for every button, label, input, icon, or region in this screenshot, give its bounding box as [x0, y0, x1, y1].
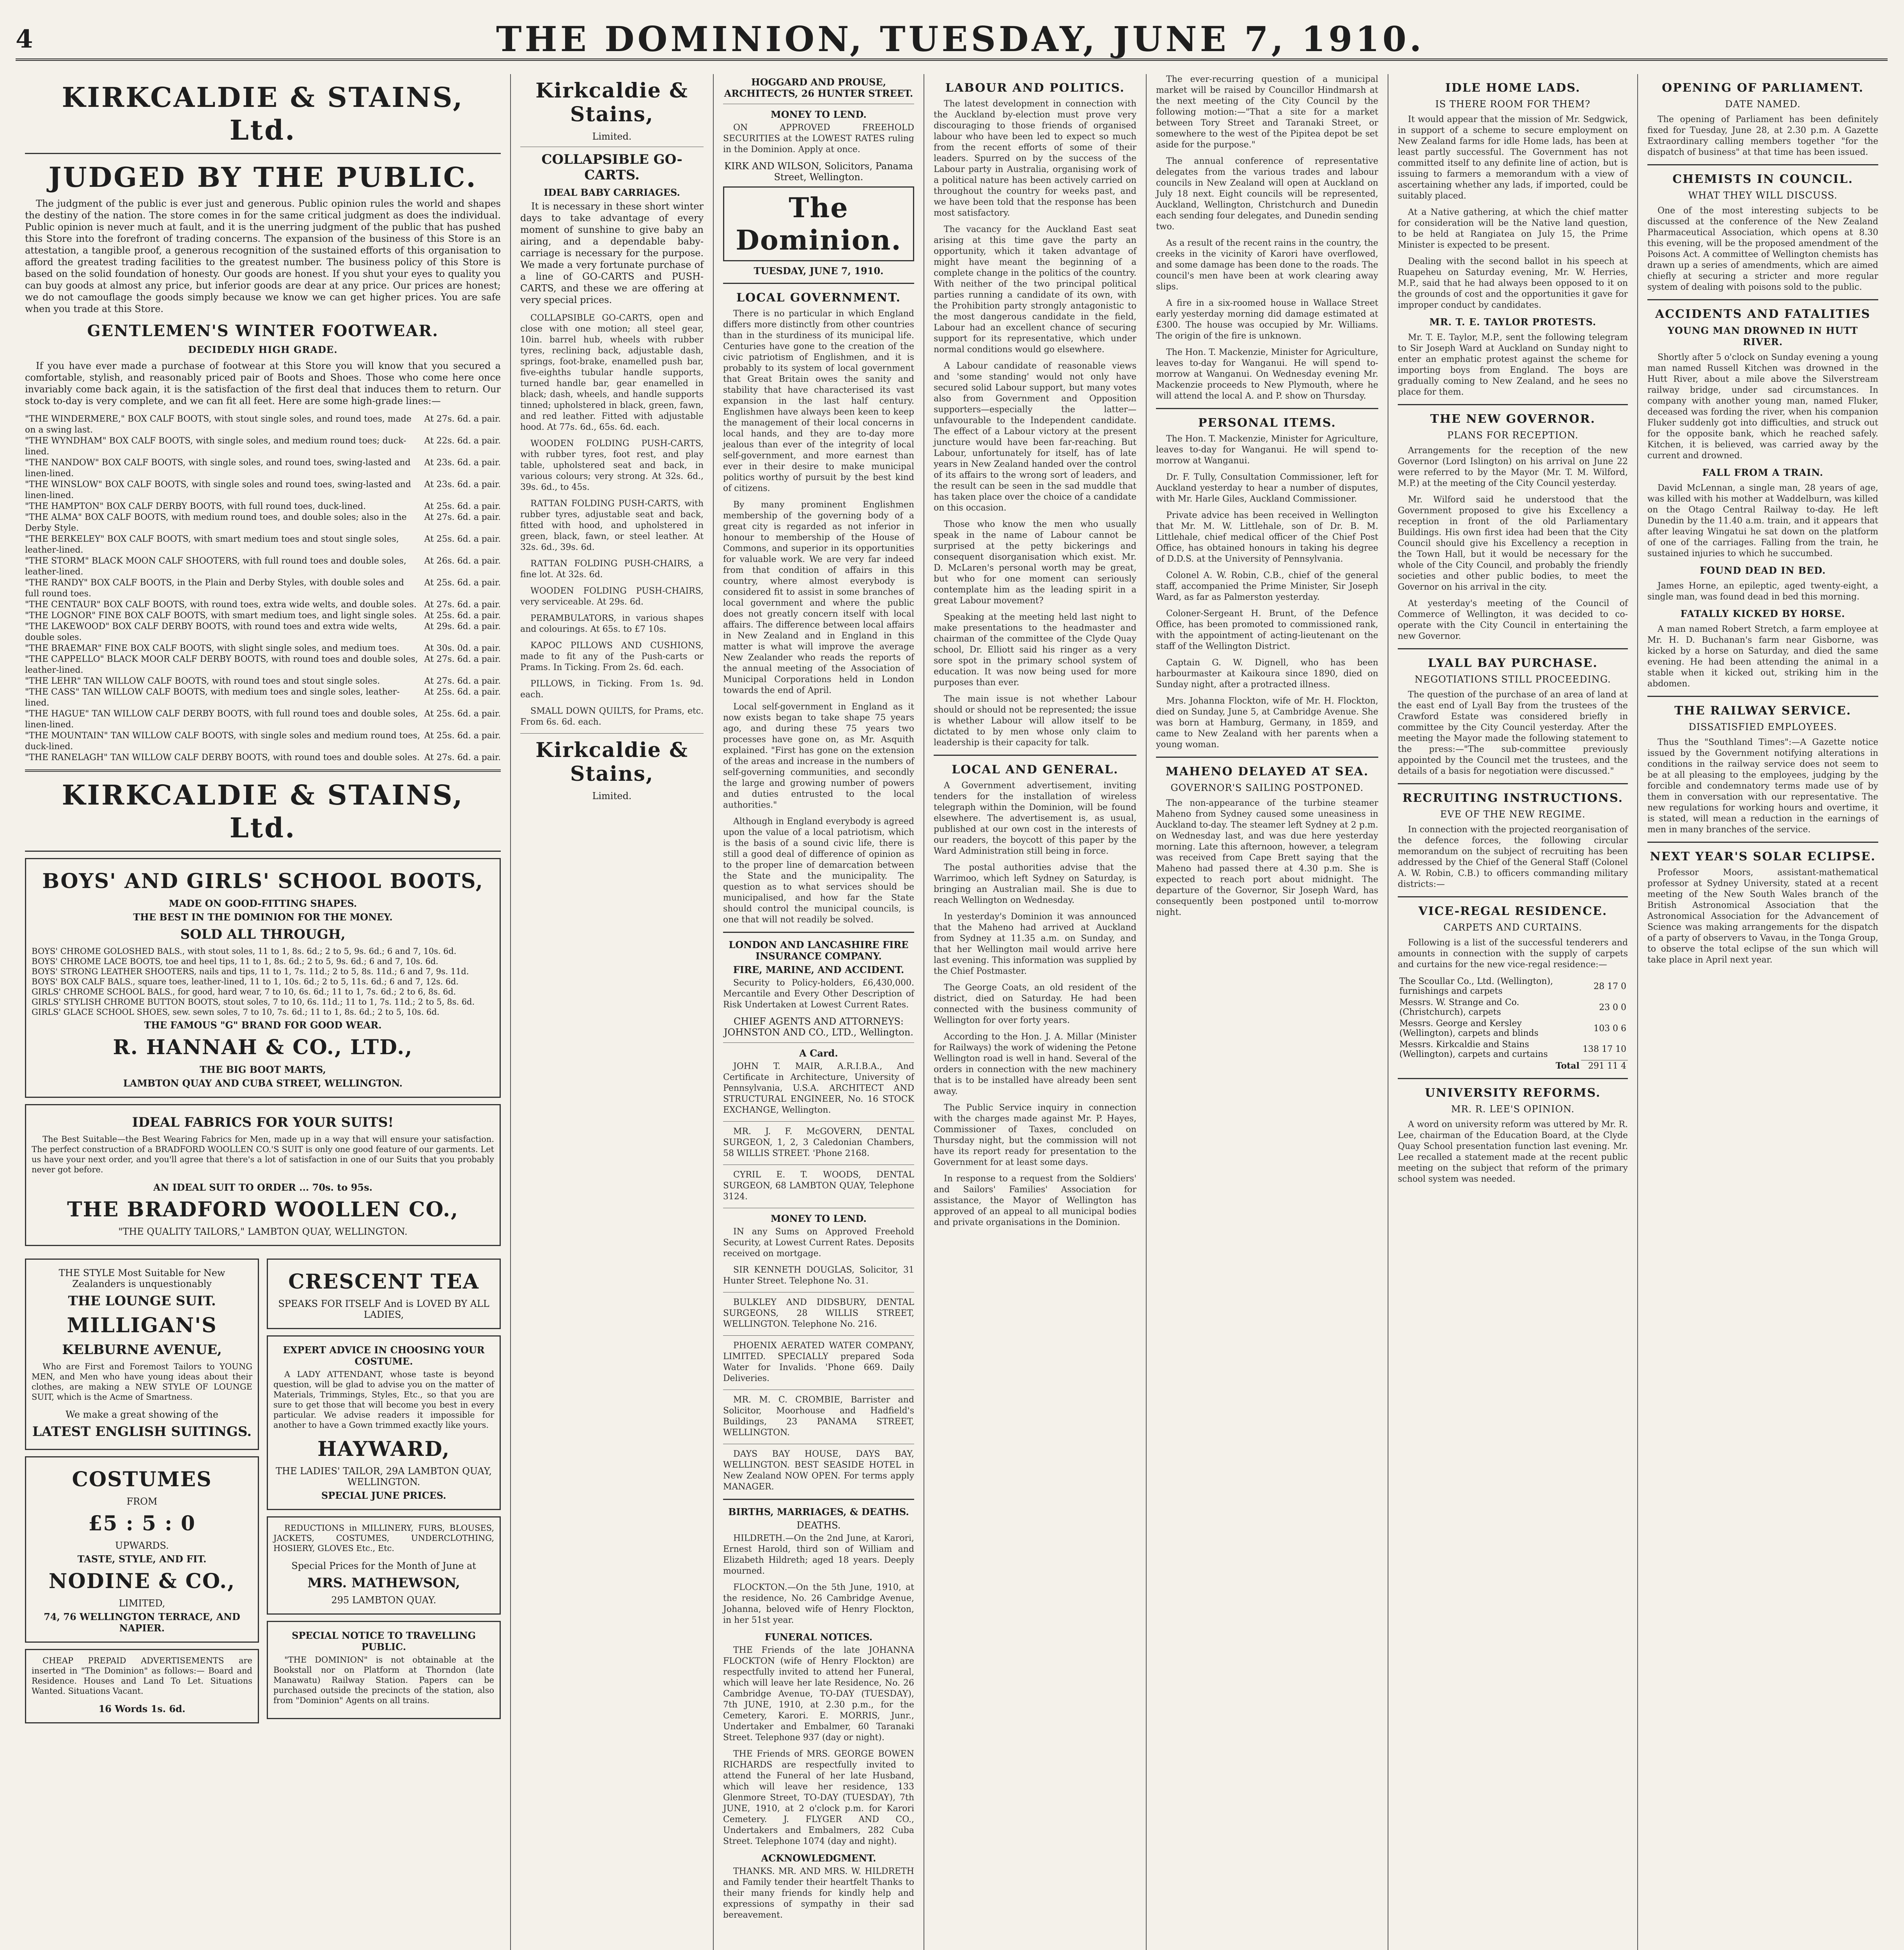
mathewson-address: 295 LAMBTON QUAY.	[331, 1595, 436, 1606]
divider	[723, 1121, 914, 1122]
idle-subheading: IS THERE ROOM FOR THEM?	[1435, 99, 1590, 110]
article-paragraph: Mrs. Johanna Flockton, wife of Mr. H. Flockton, died on Sunday, June 5, at Cambridge Avenue. She was born at Hamburg, Germany, in 1859, and came to New Zealand with her parents when a young woman.	[1156, 696, 1378, 750]
masthead	[16, 20, 1888, 61]
ideal-baby: IDEAL BABY CARRIAGES.	[544, 187, 680, 198]
drowned-heading: YOUNG MAN DROWNED IN HUTT RIVER.	[1667, 325, 1858, 347]
article-paragraph: Captain G. W. Dignell, who has been harbourmaster at Kaikoura since 1890, died on Sunday night, after a protracted illness.	[1156, 658, 1378, 690]
hannah-address: LAMBTON QUAY AND CUBA STREET, WELLINGTON.	[123, 1078, 403, 1089]
nameplate: The Dominion.	[723, 186, 914, 261]
article-paragraph: At yesterday's meeting of the Council of Commerce of Wellington, it was decided to co-operate with the City Council in entertaining the new Governor.	[1398, 599, 1628, 641]
nodine-name: NODINE & CO.,	[48, 1569, 236, 1593]
divider	[1156, 757, 1378, 758]
divider	[25, 153, 501, 154]
recruiting-subheading: EVE OF THE NEW REGIME.	[1440, 809, 1586, 820]
gocart-item: RATTAN FOLDING PUSH-CARTS, with rubber tyres, adjustable seat and back, fitted with hood, and upholstered in green, black, fawn, or steel leather. At 32s. 6d., 39s. 6d.	[520, 499, 704, 552]
hannah-name: R. HANNAH & CO., LTD.,	[113, 1035, 413, 1059]
column-4	[924, 74, 1147, 1950]
hannah-subheading: THE BIG BOOT MARTS,	[200, 1064, 326, 1075]
mathewson-ad	[267, 1516, 501, 1615]
gocart-item: PERAMBULATORS, in various shapes and colourings. At 65s. to £7 10s.	[520, 613, 704, 634]
divider	[1398, 648, 1628, 649]
ack-text: THANKS. MR. AND MRS. W. HILDRETH and Family tender their heartfelt Thanks to their many friends for kindly help and expressions of sympathy in their sad bereavement.	[723, 1867, 914, 1920]
article-paragraph: It would appear that the mission of Mr. Sedgwick, in support of a scheme to secure employment on New Zealand farms for idle Home lads, has been at least partly successful. The Government has not committed itself to any definite line of action, but is issuing to farmers a memorandum with a view of ascertaining whether any lads, if imported, could be suitably placed.	[1398, 115, 1628, 201]
table-row: Messrs. W. Strange and Co. (Christchurch), carpets 23 0 0	[1399, 998, 1626, 1017]
advertiser-name: Kirkcaldie & Stains,	[535, 79, 688, 126]
funeral-heading: FUNERAL NOTICES.	[764, 1631, 873, 1643]
governor-heading: THE NEW GOVERNOR.	[1430, 412, 1596, 426]
milligan-text: Who are First and Foremost Tailors to YOUNG MEN, and Men who have young ideas about their clothes, are making a NEW STYLE OF LOUNGE SUIT, which is the Acme of Smartness.	[32, 1362, 252, 1402]
divider	[1398, 1078, 1628, 1079]
divider	[1647, 696, 1878, 697]
woods-card: CYRIL E. T. WOODS, DENTAL SURGEON, 68 LAMBTON QUAY, Telephone 3124.	[723, 1170, 914, 1202]
crescent-sub: SPEAKS FOR ITSELF And is LOVED BY ALL LADIES,	[278, 1298, 489, 1320]
column-2	[511, 74, 714, 1950]
card-heading: A Card.	[799, 1048, 838, 1059]
article-paragraph: The Public Service inquiry in connection with the charges made against Mr. P. Hayes, Commissioner of Taxes, concluded on Thursday night, but the commission will not have its report ready for presentation to the Government for at least some days.	[934, 1103, 1136, 1167]
famous-brand: THE FAMOUS "G" BRAND FOR GOOD WEAR.	[144, 1019, 382, 1031]
article-paragraph: The opening of Parliament has been definitely fixed for Tuesday, June 28, at 2.30 p.m. A Gazette Extraordinary calling members together "for the dispatch of business" at that time has been issued.	[1647, 115, 1878, 157]
nodine-sub: LIMITED,	[119, 1598, 165, 1609]
column-6	[1388, 74, 1638, 1950]
gocart-item: SMALL DOWN QUILTS, for Prams, etc. From 6s. 6d. each.	[520, 706, 704, 727]
divider	[723, 1042, 914, 1043]
mathewson-name: MRS. MATHEWSON,	[307, 1575, 460, 1591]
dateline: TUESDAY, JUNE 7, 1910.	[753, 265, 884, 277]
accidents-heading: ACCIDENTS AND FATALITIES	[1655, 307, 1871, 321]
lounge-name: THE LOUNGE SUIT.	[68, 1293, 216, 1309]
advertiser-name: Kirkcaldie & Stains,	[535, 738, 688, 786]
funeral-notice: THE Friends of the late JOHANNA FLOCKTON (wife of Henry Flockton) are respectfully invited to attend her Funeral, which will leave her late Residence, No. 26 Cambridge Avenue, TO-DAY (TUESDAY), 7th JUNE, 1910, at 2.30 p.m., for the Cemetery, Karori. E. MORRIS, Junr., Undertaker and Embalmer, 60 Taranaki Street. Telephone 937 (day or night).	[723, 1645, 914, 1743]
lancashire-agents: CHIEF AGENTS AND ATTORNEYS: JOHNSTON AND CO., LTD., Wellington.	[724, 1016, 913, 1038]
page-number: 4	[16, 24, 33, 54]
nodine-address: 74, 76 WELLINGTON TERRACE, AND NAPIER.	[44, 1611, 240, 1634]
labour-heading: LABOUR AND POLITICS.	[945, 81, 1125, 95]
editorial-paragraph: Although in England everybody is agreed upon the value of a local patriotism, which is the basis of a sound civic life, there is still a good deal of difference of opinion as to the proper line of demarcation between the State and the municipality. The question as to what services should be municipalised, and how far the State should control the municipal councils, is one that will not readily be solved.	[723, 817, 914, 925]
article-paragraph: Thus the "Southland Times":—A Gazette notice issued by the Government notifying alterations in conditions in the railway service does not seem to be at all pleasing to the employees, judging by the forcible and condemnatory terms made use of by them in conversation with our representative. The new regulations for working hours and overtime, it is stated, will mean a reduction in the earnings of men in many branches of the service.	[1647, 737, 1878, 835]
bmd-heading: BIRTHS, MARRIAGES, & DEATHS.	[728, 1506, 909, 1517]
article-paragraph: Speaking at the meeting held last night to make presentations to the headmaster and chairman of the committee of the Clyde Quay school, Dr. Elliott said his ringer as a very sore spot in the primary school system of education. It was now being used for more purposes than ever.	[934, 612, 1136, 688]
article-paragraph: James Horne, an epileptic, aged twenty-eight, a single man, was found dead in bed this morning.	[1647, 581, 1878, 602]
hayward-prices: SPECIAL JUNE PRICES.	[321, 1490, 447, 1501]
editorial-paragraph: Local self-government in England as it now exists began to take shape 75 years ago, and during these 75 years two processes have gone on, as Mr. Asquith explained. "First has gone on the extension of the areas and increase in the numbers of self-governing communities, and secondly the large and growing number of powers and duties entrusted to the local authorities."	[723, 702, 914, 810]
lancashire-sub: FIRE, MARINE, AND ACCIDENT.	[733, 964, 904, 975]
reductions-text: REDUCTIONS in MILLINERY, FURS, BLOUSES, JACKETS, COSTUMES, UNDERCLOTHING, HOSIERY, GLOVES Etc., Etc.	[273, 1523, 494, 1553]
advertiser-sub: Limited.	[592, 131, 632, 142]
boys-subheading: MADE ON GOOD-FITTING SHAPES.	[168, 898, 357, 909]
article-paragraph: The annual conference of representative delegates from the various trades and labour councils in New Zealand will open at Auckland on July 18 next. Eight councils will be represented, Auckland, Wellington, Christchurch and Dunedin each sending four delegates, and Dunedin sending two.	[1156, 156, 1378, 232]
costumes-heading: COSTUMES	[72, 1468, 212, 1491]
boys-line: GIRLS' GLACE SCHOOL SHOES, sew. sewn soles, 7 to 10, 7s. 6d.; 11 to 1, 8s. 6d.; 2 to 5, 10s. 6d.	[32, 1007, 440, 1017]
divider	[934, 755, 1136, 756]
divider	[723, 932, 914, 933]
boys-line: BOYS' STRONG LEATHER SHOOTERS, nails and tips, 11 to 1, 7s. 11d.; 2 to 5, 8s. 11d.; 6 and 7, 9s. 11d.	[32, 967, 469, 976]
gocart-intro: It is necessary in these short winter days to take advantage of every moment of sunshine to give baby an airing, and a dependable baby-carriage is necessary for the purpose. We made a very fortunate purchase of a line of GO-CARTS and PUSH-CARTS, and these we are offering at very special prices.	[520, 201, 704, 305]
footwear-item: "THE CENTAUR" BOX CALF BOOTS, with round toes, extra wide welts, and double soles. At 27s. 6d. a pair.	[25, 600, 501, 610]
column-7	[1638, 74, 1888, 1950]
lower-ads-left	[25, 1252, 259, 1730]
dead-heading: FOUND DEAD IN BED.	[1700, 565, 1826, 576]
deaths-heading: DEATHS.	[796, 1520, 841, 1531]
douglas-card: SIR KENNETH DOUGLAS, Solicitor, 31 Hunter Street. Telephone No. 31.	[723, 1265, 914, 1286]
footwear-item: "THE RANELAGH" TAN WILLOW CALF DERBY BOOTS, with round toes and double soles. At 27s. 6d. a pair.	[25, 753, 501, 762]
article-paragraph: Professor Moors, assistant-mathematical professor at Sydney University, stated at a recent meeting of the New South Wales branch of the British Astronomical Association that the Astronomical Association for the Advancement of Science was making arrangements for the dispatch of a party of observers to Vavau, in the Tonga Group, to observe the total eclipse of the sun which will take place in April next year.	[1647, 868, 1878, 965]
funeral-notice: THE Friends of MRS. GEORGE BOWEN RICHARDS are respectfully invited to attend the Funeral of her late Husband, which will leave her residence, 133 Glenmore Street, TO-DAY (TUESDAY), 7th JUNE, 1910, at 2 o'clock p.m. for Karori Cemetery. J. FLYGER AND CO., Undertakers and Embalmers, 282 Cuba Street. Telephone 1074 (day and night).	[723, 1749, 914, 1846]
footwear-item: "THE ALMA" BOX CALF BOOTS, with medium round toes, and double soles; also in the Derby Style. At 27s. 6d. a pair.	[25, 512, 501, 533]
footwear-item: "THE NANDOW" BOX CALF BOOTS, with single soles, and round toes, swing-lasted and linen-lined. At 23s. 6d. a pair.	[25, 458, 501, 479]
editorial-heading: LOCAL GOVERNMENT.	[736, 291, 901, 305]
expert-heading: EXPERT ADVICE IN CHOOSING YOUR COSTUME.	[283, 1344, 485, 1367]
notice-heading: SPECIAL NOTICE TO TRAVELLING PUBLIC.	[292, 1630, 476, 1652]
article-paragraph: The postal authorities advise that the Warrimoo, which left Sydney on Saturday, is bringing an Australian mail. She is due to reach Wellington on Wednesday.	[934, 863, 1136, 905]
table-row-total: Total 291 11 4	[1398, 1060, 1628, 1072]
article-paragraph: Mr. Wilford said he understood that the Government proposed to give his Excellency a reception in front of the old Parliamentary Buildings. His own first idea had been that the City Council should give his Excellency a reception in the Town Hall, but it would be necessary for the whole of the City Council, and probably the friendly societies and other public bodies, to meet the Governor on his arrival in the city.	[1398, 495, 1628, 592]
money2-text: IN any Sums on Approved Freehold Security, at Lowest Current Rates. Deposits received on mortgage.	[723, 1227, 914, 1259]
lounge-intro: THE STYLE Most Suitable for New Zealanders is unquestionably	[59, 1268, 225, 1289]
money-text: ON APPROVED FREEHOLD SECURITIES at the LOWEST RATES ruling in the Dominion. Apply at once.	[723, 123, 914, 154]
money-firm: KIRK AND WILSON, Solicitors, Panama Street, Wellington.	[724, 161, 913, 183]
viceregal-subheading: CARPETS AND CURTAINS.	[1443, 922, 1582, 933]
boys-subheading: THE BEST IN THE DOMINION FOR THE MONEY.	[133, 911, 393, 923]
kicked-heading: FATALLY KICKED BY HORSE.	[1680, 608, 1845, 619]
boys-line: BOYS' CHROME LACE BOOTS, toe and heel tips, 11 to 1, 8s. 6d.; 2 to 5, 9s. 6d.; 6 and 7, 10s. 6d.	[32, 957, 438, 966]
divider	[25, 769, 501, 772]
expert-text: A LADY ATTENDANT, whose taste is beyond question, will be glad to advise you on the matter of Materials, Trimmings, Styles, Etc., so that you are sure to get those that will become you best in every particular. We advise readers it impossible for another to have a Gown trimmed exactly like yours.	[273, 1370, 494, 1430]
milligan-ad	[25, 1259, 259, 1450]
prepaid-rate: 16 Words 1s. 6d.	[98, 1703, 186, 1714]
money2-heading: MONEY TO LEND.	[771, 1213, 867, 1224]
divider	[1398, 896, 1628, 897]
advertiser-sub: Limited.	[592, 791, 632, 801]
article-paragraph: Those who know the men who usually speak in the name of Labour cannot be surprised at the petty bickerings and consequent disorganisation which exist. Mr. D. McLaren's personal worth may be great, but who for one moment can seriously contemplate him as the leading spirit in a great Labour movement?	[934, 519, 1136, 606]
hayward-ad	[267, 1335, 501, 1510]
footwear-subheading: DECIDEDLY HIGH GRADE.	[188, 344, 338, 355]
advertiser-name: KIRKCALDIE & STAINS, Ltd.	[62, 81, 464, 146]
taylor-heading: MR. T. E. TAYLOR PROTESTS.	[1429, 316, 1596, 328]
divider	[1647, 842, 1878, 843]
crescent-ad	[267, 1259, 501, 1329]
milligan-showing: We make a great showing of the	[66, 1409, 218, 1420]
bradford-heading: IDEAL FABRICS FOR YOUR SUITS!	[132, 1115, 394, 1130]
gocart-item: PILLOWS, in Ticking. From 1s. 9d. each.	[520, 679, 704, 700]
footwear-item: "THE WINSLOW" BOX CALF BOOTS, with single soles and round toes, swing-lasted and linen-lined. At 23s. 6d. a pair.	[25, 480, 501, 500]
death-notice: FLOCKTON.—On the 5th June, 1910, at the residence, No. 26 Cambridge Avenue, Johanna, beloved wife of Henry Flockton, in her 51st year.	[723, 1583, 914, 1625]
crombie-card: MR. M. C. CROMBIE, Barrister and Solicitor, Moorhouse and Hadfield's Buildings, 23 PANAMA STREET, WELLINGTON.	[723, 1395, 914, 1438]
lancashire-text: Security to Policy-holders, £6,430,000. Mercantile and Every Other Description of Risk Undertaken at Lowest Current Rates.	[723, 978, 914, 1010]
opening-heading: OPENING OF PARLIAMENT.	[1662, 81, 1864, 95]
ad-headline: JUDGED BY THE PUBLIC.	[48, 161, 477, 193]
boys-line: BOYS' CHROME GOLOSHED BALS., with stout soles, 11 to 1, 8s. 6d.; 2 to 5, 9s. 6d.; 6 and 7, 10s. 6d.	[32, 947, 457, 956]
prepaid-ad	[25, 1649, 259, 1723]
personal-heading: PERSONAL ITEMS.	[1198, 416, 1336, 430]
divider	[1647, 164, 1878, 165]
article-paragraph: In connection with the projected reorganisation of the defence forces, the following circular memorandum on the subject of recruiting has been addressed by the Chief of the General Staff (Colonel A. W. Robin, C.B.) to officers commanding military districts:—	[1398, 825, 1628, 889]
divider	[723, 1335, 914, 1336]
gocart-item: WOODEN FOLDING PUSH-CARTS, with rubber tyres, foot rest, and play table, upholstered seat and back, in various colours; very strong. At 32s. 6d., 39s. 6d., to 45s.	[520, 439, 704, 492]
article-paragraph: The vacancy for the Auckland East seat arising at this time gave the party an opportunity, which it taken advantage of might have meant the beginning of a complete change in the politics of the country. With neither of the two principal political parties running a candidate of its own, with the Prohibition party strongly antagonistic to the most dangerous candidate in the field, Labour had an excellent chance of securing support for its representative, which under normal conditions would go elsewhere.	[934, 225, 1136, 355]
chemists-heading: CHEMISTS IN COUNCIL.	[1672, 172, 1853, 186]
divider	[520, 733, 704, 734]
footwear-item: "THE LEHR" TAN WILLOW CALF BOOTS, with round toes and stout single soles. At 27s. 6d. a pair.	[25, 676, 501, 686]
article-paragraph: The George Coats, an old resident of the district, died on Saturday. He had been connected with the business community of Wellington for over forty years.	[934, 983, 1136, 1025]
milligan-latest: LATEST ENGLISH SUITINGS.	[32, 1424, 252, 1439]
lyall-heading: LYALL BAY PURCHASE.	[1428, 656, 1598, 670]
article-paragraph: Arrangements for the reception of the new Governor (Lord Islington) on his arrival on June 22 were referred to by the Mayor (Mr. T. M. Wilford, M.P.) at the meeting of the City Council yesterday.	[1398, 446, 1628, 488]
viceregal-table	[1398, 976, 1628, 1072]
milligan-sub: KELBURNE AVENUE,	[62, 1342, 222, 1358]
article-paragraph: The main issue is not whether Labour should or should not be represented; the issue is whether Labour will allow itself to be dictated to by men whose only claim to leadership is their capacity for talk.	[934, 694, 1136, 748]
footwear-item: "THE HAMPTON" BOX CALF DERBY BOOTS, with full round toes, duck-lined. At 25s. 6d. a pair.	[25, 502, 501, 511]
days-bay-card: DAYS BAY HOUSE, DAYS BAY, WELLINGTON. BEST SEASIDE HOTEL in New Zealand NOW OPEN. For terms apply MANAGER.	[723, 1449, 914, 1492]
article-paragraph: A Government advertisement, inviting tenders for the installation of wireless telegraph within the Dominion, will be found elsewhere. The advertisement is, as usual, published at our own cost in the interests of our readers, the boycott of this paper by the Ward Administration still being in force.	[934, 781, 1136, 856]
hannah-ad	[25, 858, 501, 1098]
milligan-name: MILLIGAN'S	[67, 1314, 217, 1337]
article-paragraph: The ever-recurring question of a municipal market will be raised by Councillor Hindmarsh at the next meeting of the City Council by the following motion:—"That a site for a market between Tory Street and Taranaki Street, or somewhere to the west of the Pipitea depot be set aside for the purpose."	[1156, 74, 1378, 150]
maheno-heading: MAHENO DELAYED AT SEA.	[1165, 765, 1369, 778]
fall-heading: FALL FROM A TRAIN.	[1702, 467, 1824, 478]
advertiser-name: KIRKCALDIE & STAINS, Ltd.	[62, 779, 464, 844]
article-paragraph: The Hon. T. Mackenzie, Minister for Agriculture, leaves to-day for Wanganui. He will spend to-morrow at Wanganui. On Wednesday evening Mr. Mackenzie proceeds to New Plymouth, where he will attend the local A. and P. show on Thursday.	[1156, 347, 1378, 401]
footwear-item: "THE CAPPELLO" BLACK MOOR CALF DERBY BOOTS, with round toes and double soles, leather-lined. At 27s. 6d. a pair.	[25, 654, 501, 675]
footwear-item: "THE WINDERMERE," BOX CALF BOOTS, with stout single soles, and round toes, made on a swing last. At 27s. 6d. a pair.	[25, 414, 501, 435]
boys-line: GIRLS' CHROME SCHOOL BALS., for good, hard wear, 7 to 10, 6s. 6d.; 11 to 1, 7s. 6d.; 2 to 6, 8s. 6d.	[32, 987, 456, 996]
viceregal-heading: VICE-REGAL RESIDENCE.	[1418, 904, 1608, 918]
table-row: Messrs. Kirkcaldie and Stains (Wellington), carpets and curtains 138 17 10	[1399, 1040, 1626, 1059]
footwear-item: "THE RANDY" BOX CALF BOOTS, in the Plain and Derby Styles, with double soles and full round toes. At 25s. 6d. a pair.	[25, 578, 501, 599]
bradford-address: "THE QUALITY TAILORS," LAMBTON QUAY, WELLINGTON.	[118, 1226, 408, 1237]
bradford-ideal: AN IDEAL SUIT TO ORDER ... 70s. to 95s.	[153, 1182, 372, 1193]
costumes-taste: TASTE, STYLE, AND FIT.	[77, 1553, 207, 1565]
divider	[1156, 408, 1378, 409]
page-title: THE DOMINION, TUESDAY, JUNE 7, 1910.	[496, 19, 1425, 59]
money-heading: MONEY TO LEND.	[771, 109, 867, 120]
railway-subheading: DISSATISFIED EMPLOYEES.	[1688, 722, 1837, 732]
article-paragraph: The latest development in connection with the Auckland by-election must prove very discouraging to those friends of organised labour who have been led to expect so much from the recent efforts of some of their leaders. Spurred on by the success of the Labour party in Australia, organising work of a political nature has been actively carried on throughout the country for weeks past, and we have been told that the response has been most satisfactory.	[934, 99, 1136, 218]
footwear-heading: GENTLEMEN'S WINTER FOOTWEAR.	[87, 322, 439, 340]
article-paragraph: Dr. F. Tully, Consultation Commissioner, left for Auckland yesterday to hear a number of disputes, with Mr. Harle Giles, Auckland Commissioner.	[1156, 472, 1378, 504]
lower-ads-right	[267, 1252, 501, 1730]
article-paragraph: Mr. T. E. Taylor, M.P., sent the following telegram to Sir Joseph Ward at Auckland on Sunday night to enter an emphatic protest against the scheme for importing boys from England. The boys are gradually coming to New Zealand, and he sees no place for them.	[1398, 333, 1628, 397]
reductions-special: Special Prices for the Month of June at	[291, 1560, 476, 1571]
divider	[1647, 299, 1878, 300]
column-5	[1147, 74, 1388, 1950]
footwear-item: "THE HAGUE" TAN WILLOW CALF DERBY BOOTS, with full round toes and double soles, linen-lined. At 25s. 6d. a pair.	[25, 709, 501, 730]
footwear-item: "THE BRAEMAR" FINE BOX CALF BOOTS, with slight single soles, and medium toes. At 30s. 0d. a pair.	[25, 644, 501, 653]
notice-ad	[267, 1621, 501, 1719]
article-paragraph: Colonel A. W. Robin, C.B., chief of the general staff, accompanied the Prime Minister, Sir Joseph Ward, as far as Palmerston yesterday.	[1156, 571, 1378, 602]
article-paragraph: Private advice has been received in Wellington that Mr. M. W. Littlehale, son of Dr. B. M. Littlehale, chief medical officer of the Chief Post Office, has obtained honours in taking his degree of D.D.S. at the University of Pennsylvania.	[1156, 511, 1378, 564]
chemists-subheading: WHAT THEY WILL DISCUSS.	[1688, 190, 1838, 201]
footwear-list	[25, 414, 501, 763]
divider	[25, 851, 501, 852]
costumes-from: FROM	[126, 1496, 158, 1507]
table-row: Messrs. George and Kersley (Wellington), carpets and blinds 103 0 6	[1399, 1019, 1626, 1038]
article-paragraph: The question of the purchase of an area of land at the east end of Lyall Bay from the trustees of the Crawford Estate was considered briefly in committee by the City Council yesterday. After the meeting the Mayor made the following statement to the press:—"The sub-committee previously appointed by the Council met the trustees, and the details of a basis for negotiation were discussed."	[1398, 690, 1628, 776]
footwear-item: "THE BERKELEY" BOX CALF BOOTS, with smart medium toes and stout single soles, leather-lined. At 25s. 6d. a pair.	[25, 534, 501, 555]
table-row: The Scoullar Co., Ltd. (Wellington), furnishings and carpets 28 17 0	[1399, 977, 1626, 996]
article-paragraph: A Labour candidate of reasonable views and 'some standing' would not only have secured solid Labour support, but many votes also from Government and Opposition supporters—especially the latter—unfavourable to the Independent candidate. The effect of a Labour victory at the present juncture would have been far-reaching. But Labour, unfortunately for itself, has of late years in New Zealand handed over the control of its affairs to the wrong sort of leaders, and the result can be seen in the sad muddle that has taken place over the choice of a candidate on this occasion.	[934, 361, 1136, 513]
hoggard-ad: HOGGARD AND PROUSE, ARCHITECTS, 26 HUNTER STREET.	[724, 76, 913, 99]
eclipse-heading: NEXT YEAR'S SOLAR ECLIPSE.	[1650, 850, 1876, 863]
costumes-upwards: UPWARDS.	[115, 1540, 169, 1551]
article-paragraph: According to the Hon. J. A. Millar (Minister for Railways) the work of widening the Petone Wellington road is well in hand. Several of the orders in connection with the new machinery that is to be installed have already been sent away.	[934, 1032, 1136, 1096]
bradford-ad	[25, 1104, 501, 1246]
article-paragraph: Following is a list of the successful tenderers and amounts in connection with the supply of carpets and curtains for the new vice-regal residence:—	[1398, 938, 1628, 970]
maheno-subheading: GOVERNOR'S SAILING POSTPONED.	[1170, 782, 1364, 793]
divider	[723, 283, 914, 284]
article-paragraph: In yesterday's Dominion it was announced that the Maheno had arrived at Auckland from Sydney at 11.35 a.m. on Sunday, and that her Wellington mail would arrive here last evening. This information was supplied by the Chief Postmaster.	[934, 912, 1136, 976]
footwear-item: "THE CASS" TAN WILLOW CALF BOOTS, with medium toes and single soles, leather-lined. At 25s. 6d. a pair.	[25, 687, 501, 708]
gocart-item: KAPOC PILLOWS AND CUSHIONS, made to fit any of the Push-carts or Prams. In Ticking. From 2s. 6d. each.	[520, 641, 704, 672]
boys-line: BOYS' BOX CALF BALS., square toes, leather-lined, 11 to 1, 10s. 6d.; 2 to 5, 11s. 6d.; 6 and 7, 12s. 6d.	[32, 977, 459, 986]
university-subheading: MR. R. LEE'S OPINION.	[1451, 1104, 1575, 1115]
death-notice: HILDRETH.—On the 2nd June, at Karori, Ernest Harold, third son of William and Elizabeth Hildreth; aged 18 years. Deeply mourned.	[723, 1533, 914, 1576]
article-paragraph: David McLennan, a single man, 28 years of age, was killed with his mother at Waddelburn, was killed on the Otago Central Railway to-day. He left Dunedin by the 11.40 a.m. train, and it appears that after leaving Wingatui he sat down on the platform of one of the carriages. Falling from the train, he sustained injuries to which he succumbed.	[1647, 483, 1878, 558]
article-paragraph: Shortly after 5 o'clock on Sunday evening a young man named Russell Kitchen was drowned in the Hutt River, about a mile above the Silverstream railway bridge, under sad circumstances. In company with another young man, named Fluker, deceased was fording the river, when his companion Fluker suddenly got into difficulties, and struck out for the opposite bank, which he reached safely. Kitchen, it is believed, was carried away by the current and drowned.	[1647, 353, 1878, 461]
column-3	[714, 74, 924, 1950]
article-paragraph: A word on university reform was uttered by Mr. R. Lee, chairman of the Education Board, at the Clyde Quay School presentation function last evening. Mr. Lee recalled a statement made at the recent public meeting on the subject that reform of the primary school system was needed.	[1398, 1120, 1628, 1184]
article-paragraph: In response to a request from the Soldiers' and Sailors' Families' Association for assistance, the Mayor of Wellington has approved of an appeal to all municipal bodies and private organisations in the Dominion.	[934, 1174, 1136, 1227]
boys-heading: BOYS' AND GIRLS' SCHOOL BOOTS,	[42, 869, 484, 893]
opening-subheading: DATE NAMED.	[1725, 99, 1801, 110]
lower-ads	[25, 1252, 501, 1730]
nodine-ad	[25, 1456, 259, 1643]
prepaid-text: CHEAP PREPAID ADVERTISEMENTS are inserted in "The Dominion" as follows:— Board and Residence. Houses and Land To Let. Situations Wanted. Situations Vacant.	[32, 1656, 252, 1696]
lancashire-heading: LONDON AND LANCASHIRE FIRE INSURANCE COMPANY.	[729, 939, 909, 962]
hayward-name: HAYWARD,	[317, 1437, 450, 1461]
bradford-text: The Best Suitable—the Best Wearing Fabrics for Men, made up in a way that will ensure your satisfaction. The perfect construction of a BRADFORD WOOLLEN CO.'S SUIT is only one good feature of our garments. Let us have your next order, and you'll agree that there's a lot of satisfaction in one of our Suits that you probably never got before.	[32, 1135, 494, 1174]
gocart-item: RATTAN FOLDING PUSH-CHAIRS, a fine lot. At 32s. 6d.	[520, 559, 704, 580]
article-paragraph: Coloner-Sergeant H. Brunt, of the Defence Office, has been promoted to commissioned rank, with the appointment of acting-lieutenant on the staff of the Wellington District.	[1156, 609, 1378, 651]
article-paragraph: The Hon. T. Mackenzie, Minister for Agriculture, leaves to-day for Wanganui. He will spend to-morrow at Wanganui.	[1156, 434, 1378, 466]
governor-subheading: PLANS FOR RECEPTION.	[1447, 430, 1579, 441]
sold-all-through: SOLD ALL THROUGH,	[180, 927, 346, 942]
divider	[723, 1499, 914, 1500]
recruiting-heading: RECRUITING INSTRUCTIONS.	[1402, 791, 1623, 805]
hayward-sub: THE LADIES' TAILOR, 29A LAMBTON QUAY, WELLINGTON.	[276, 1466, 492, 1487]
notice-text: "THE DOMINION" is not obtainable at the Bookstall nor on Platform at Thorndon (late Manawatu) Railway Station. Papers can be purchased outside the precincts of the station, also from "Dominion" Agents on all trains.	[273, 1655, 494, 1705]
article-paragraph: One of the most interesting subjects to be discussed at the conference of the New Zealand Pharmaceutical Association, which opens at 8.30 this evening, will be the proposed amendment of the Poisons Act. A committee of Wellington chemists has drawn up a series of amendments, which are aimed chiefly at securing a stricter and more regular system of dealing with poisons sold to the public.	[1647, 206, 1878, 292]
ack-heading: ACKNOWLEDGMENT.	[761, 1852, 876, 1864]
footwear-item: "THE MOUNTAIN" TAN WILLOW CALF BOOTS, with single soles and medium round toes, duck-lined. At 25s. 6d. a pair.	[25, 731, 501, 752]
editorial-paragraph: By many prominent Englishmen membership of the governing body of a great city is regarded as not inferior in honour to membership of the House of Commons, and superior in its opportunities for valuable work. We are very far indeed from that condition of affairs in this country, where almost everybody is considered fit to assist in some branches of local government and where the public does not greatly concern itself with local affairs. The difference between local affairs in New Zealand and in England in this matter is what will improve the average New Zealander who reads the reports of the annual meeting of the Association of Municipal Corporations held in London towards the end of April.	[723, 500, 914, 695]
divider	[1398, 404, 1628, 405]
footwear-item: "THE LAKEWOOD" BOX CALF DERBY BOOTS, with round toes and extra wide welts, double soles. At 29s. 6d. a pair.	[25, 622, 501, 642]
article-paragraph: As a result of the recent rains in the country, the creeks in the vicinity of Karori have overflowed, and some damage has been done to the roads. The council's men have been at work clearing away slips.	[1156, 238, 1378, 292]
article-paragraph: The non-appearance of the turbine steamer Maheno from Sydney caused some uneasiness in Auckland to-day. The steamer left Sydney at 2 p.m. on Wednesday last, and was due here yesterday morning. Late this afternoon, however, a telegram was received from Cape Brett saying that the Maheno had passed there at 4.30 p.m. She is expected to reach port about midnight. The departure of the Governor, Sir Joseph Ward, has consequently been postponed until to-morrow night.	[1156, 798, 1378, 917]
mcgovern-card: MR. J. F. McGOVERN, DENTAL SURGEON, 1, 2, 3 Caledonian Chambers, 58 WILLIS STREET. 'Phone 2168.	[723, 1127, 914, 1158]
idle-heading: IDLE HOME LADS.	[1445, 81, 1581, 95]
article-paragraph: At a Native gathering, at which the chief matter for consideration will be the Native land question, to be held at Rangiatea on July 15, the Prime Minister is expected to be present.	[1398, 207, 1628, 250]
phoenix-card: PHOENIX AERATED WATER COMPANY, LIMITED. SPECIALLY prepared Soda Water for Invalids. 'Phone 669. Daily Deliveries.	[723, 1341, 914, 1383]
boys-line: GIRLS' STYLISH CHROME BUTTON BOOTS, stout soles, 7 to 10, 6s. 11d.; 11 to 1, 7s. 11d.; 2 to 5, 8s. 6d.	[32, 997, 475, 1007]
gocart-item: WOODEN FOLDING PUSH-CHAIRS, very serviceable. At 29s. 6d.	[520, 586, 704, 607]
costumes-price: £5 : 5 : 0	[88, 1512, 196, 1535]
crescent-name: CRESCENT TEA	[288, 1270, 479, 1294]
bradford-name: THE BRADFORD WOOLLEN CO.,	[67, 1198, 459, 1221]
divider	[1398, 783, 1628, 784]
lyall-subheading: NEGOTIATIONS STILL PROCEEDING.	[1415, 674, 1611, 685]
column-1	[16, 74, 511, 1950]
article-paragraph: A man named Robert Stretch, a farm employee at Mr. H. D. Buchanan's farm near Gisborne, was kicked by a horse on Saturday, and died the same evening. He had been attending the animal in a stable when it kicked out, striking him in the abdomen.	[1647, 624, 1878, 689]
mair-card: JOHN T. MAIR, A.R.I.B.A., And Certificate in Architecture, University of Pennsylvania, U.S.A. ARCHITECT AND STRUCTURAL ENGINEER, No. 16 STOCK EXCHANGE, Wellington.	[723, 1062, 914, 1115]
footwear-item: "THE LOGNOR" FINE BOX CALF BOOTS, with smart medium toes, and light single soles. At 25s. 6d. a pair.	[25, 611, 501, 620]
ad-intro-text: The judgment of the public is ever just and generous. Public opinion rules the world and shapes the destiny of the nation. The store comes in for the same critical judgment as does the individual. Public opinion is never much at fault, and it is the unerring judgment of the public that has pushed this Store into the forefront of trading concerns. The expansion of the business of this Store is an attestation, a tangible proof, a generous recognition of the sustained efforts of this organisation to afford the greatest trading facilities to the greatest number. The business policy of this Store is based on the solid foundation of honesty. Our goods are honest. If you shut your eyes to quality you can buy goods at almost any price, but inferior goods are dear at any price. Our prices are honest; we do not camouflage the goods simply because we know we can get higher prices. You are safe when you trade at this Store.	[25, 198, 501, 314]
footwear-item: "THE STORM" BLACK MOON CALF SHOOTERS, with full round toes and double soles, leather-lined. At 26s. 6d. a pair.	[25, 556, 501, 577]
footwear-item: "THE WYNDHAM" BOX CALF BOOTS, with single soles, and medium round toes; duck-lined. At 22s. 6d. a pair.	[25, 436, 501, 457]
local-heading: LOCAL AND GENERAL.	[952, 763, 1119, 776]
gocart-item: COLLAPSIBLE GO-CARTS, open and close with one motion; all steel gear, 10in. barrel hub, wheels with rubber tyres, reclining back, adjustable dash, springs, foot-brake, enamelled push bar, five-eighths tubular handle supports, turned handle bar, gear enamelled in black; dash, wheels, and handle supports tinned; upholstered in black, green, fawn, and red leather. Fitted with adjustable hood. At 77s. 6d., 65s. 6d. each.	[520, 313, 704, 432]
article-paragraph: A fire in a six-roomed house in Wallace Street early yesterday morning did damage estimated at £300. The house was occupied by Mr. Williams. The origin of the fire is unknown.	[1156, 298, 1378, 341]
university-heading: UNIVERSITY REFORMS.	[1425, 1086, 1601, 1100]
editorial-paragraph: There is no particular in which England differs more distinctly from other countries than in the sturdiness of its municipal life. Centuries have gone to the creation of the civic patriotism of Englishmen, and it is probably to its system of local government that Great Britain owes the sanity and stability that have characterised its vast expansion in the last half century. Englishmen have always been keen to keep the management of their local concerns in local hands, and they are to-day more jealous than ever of the integrity of local self-government, and more earnest than ever in their desire to make municipal politics worthy of pursuit by the best kind of citizens.	[723, 309, 914, 493]
footwear-intro: If you have ever made a purchase of footwear at this Store you will know that you secured a comfortable, stylish, and reasonably priced pair of Boots and Shoes. Those who come here once invariably come back again, it is the satisfaction of the first deal that induces them to return. Our stock to-day is very complete, and we can fit all feet. Here are some high-grade lines:—	[25, 360, 501, 406]
collapsible-heading: COLLAPSIBLE GO-CARTS.	[541, 152, 683, 183]
bulkley-card: BULKLEY AND DIDSBURY, DENTAL SURGEONS, 28 WILLIS STREET, WELLINGTON. Telephone No. 216.	[723, 1298, 914, 1329]
railway-heading: THE RAILWAY SERVICE.	[1674, 704, 1851, 718]
article-paragraph: Dealing with the second ballot in his speech at Ruapeheu on Saturday evening, Mr. W. Herries, M.P., said that he had always been opposed to it on the grounds of cost and the opportunities it gave for improper conduct by candidates.	[1398, 257, 1628, 310]
